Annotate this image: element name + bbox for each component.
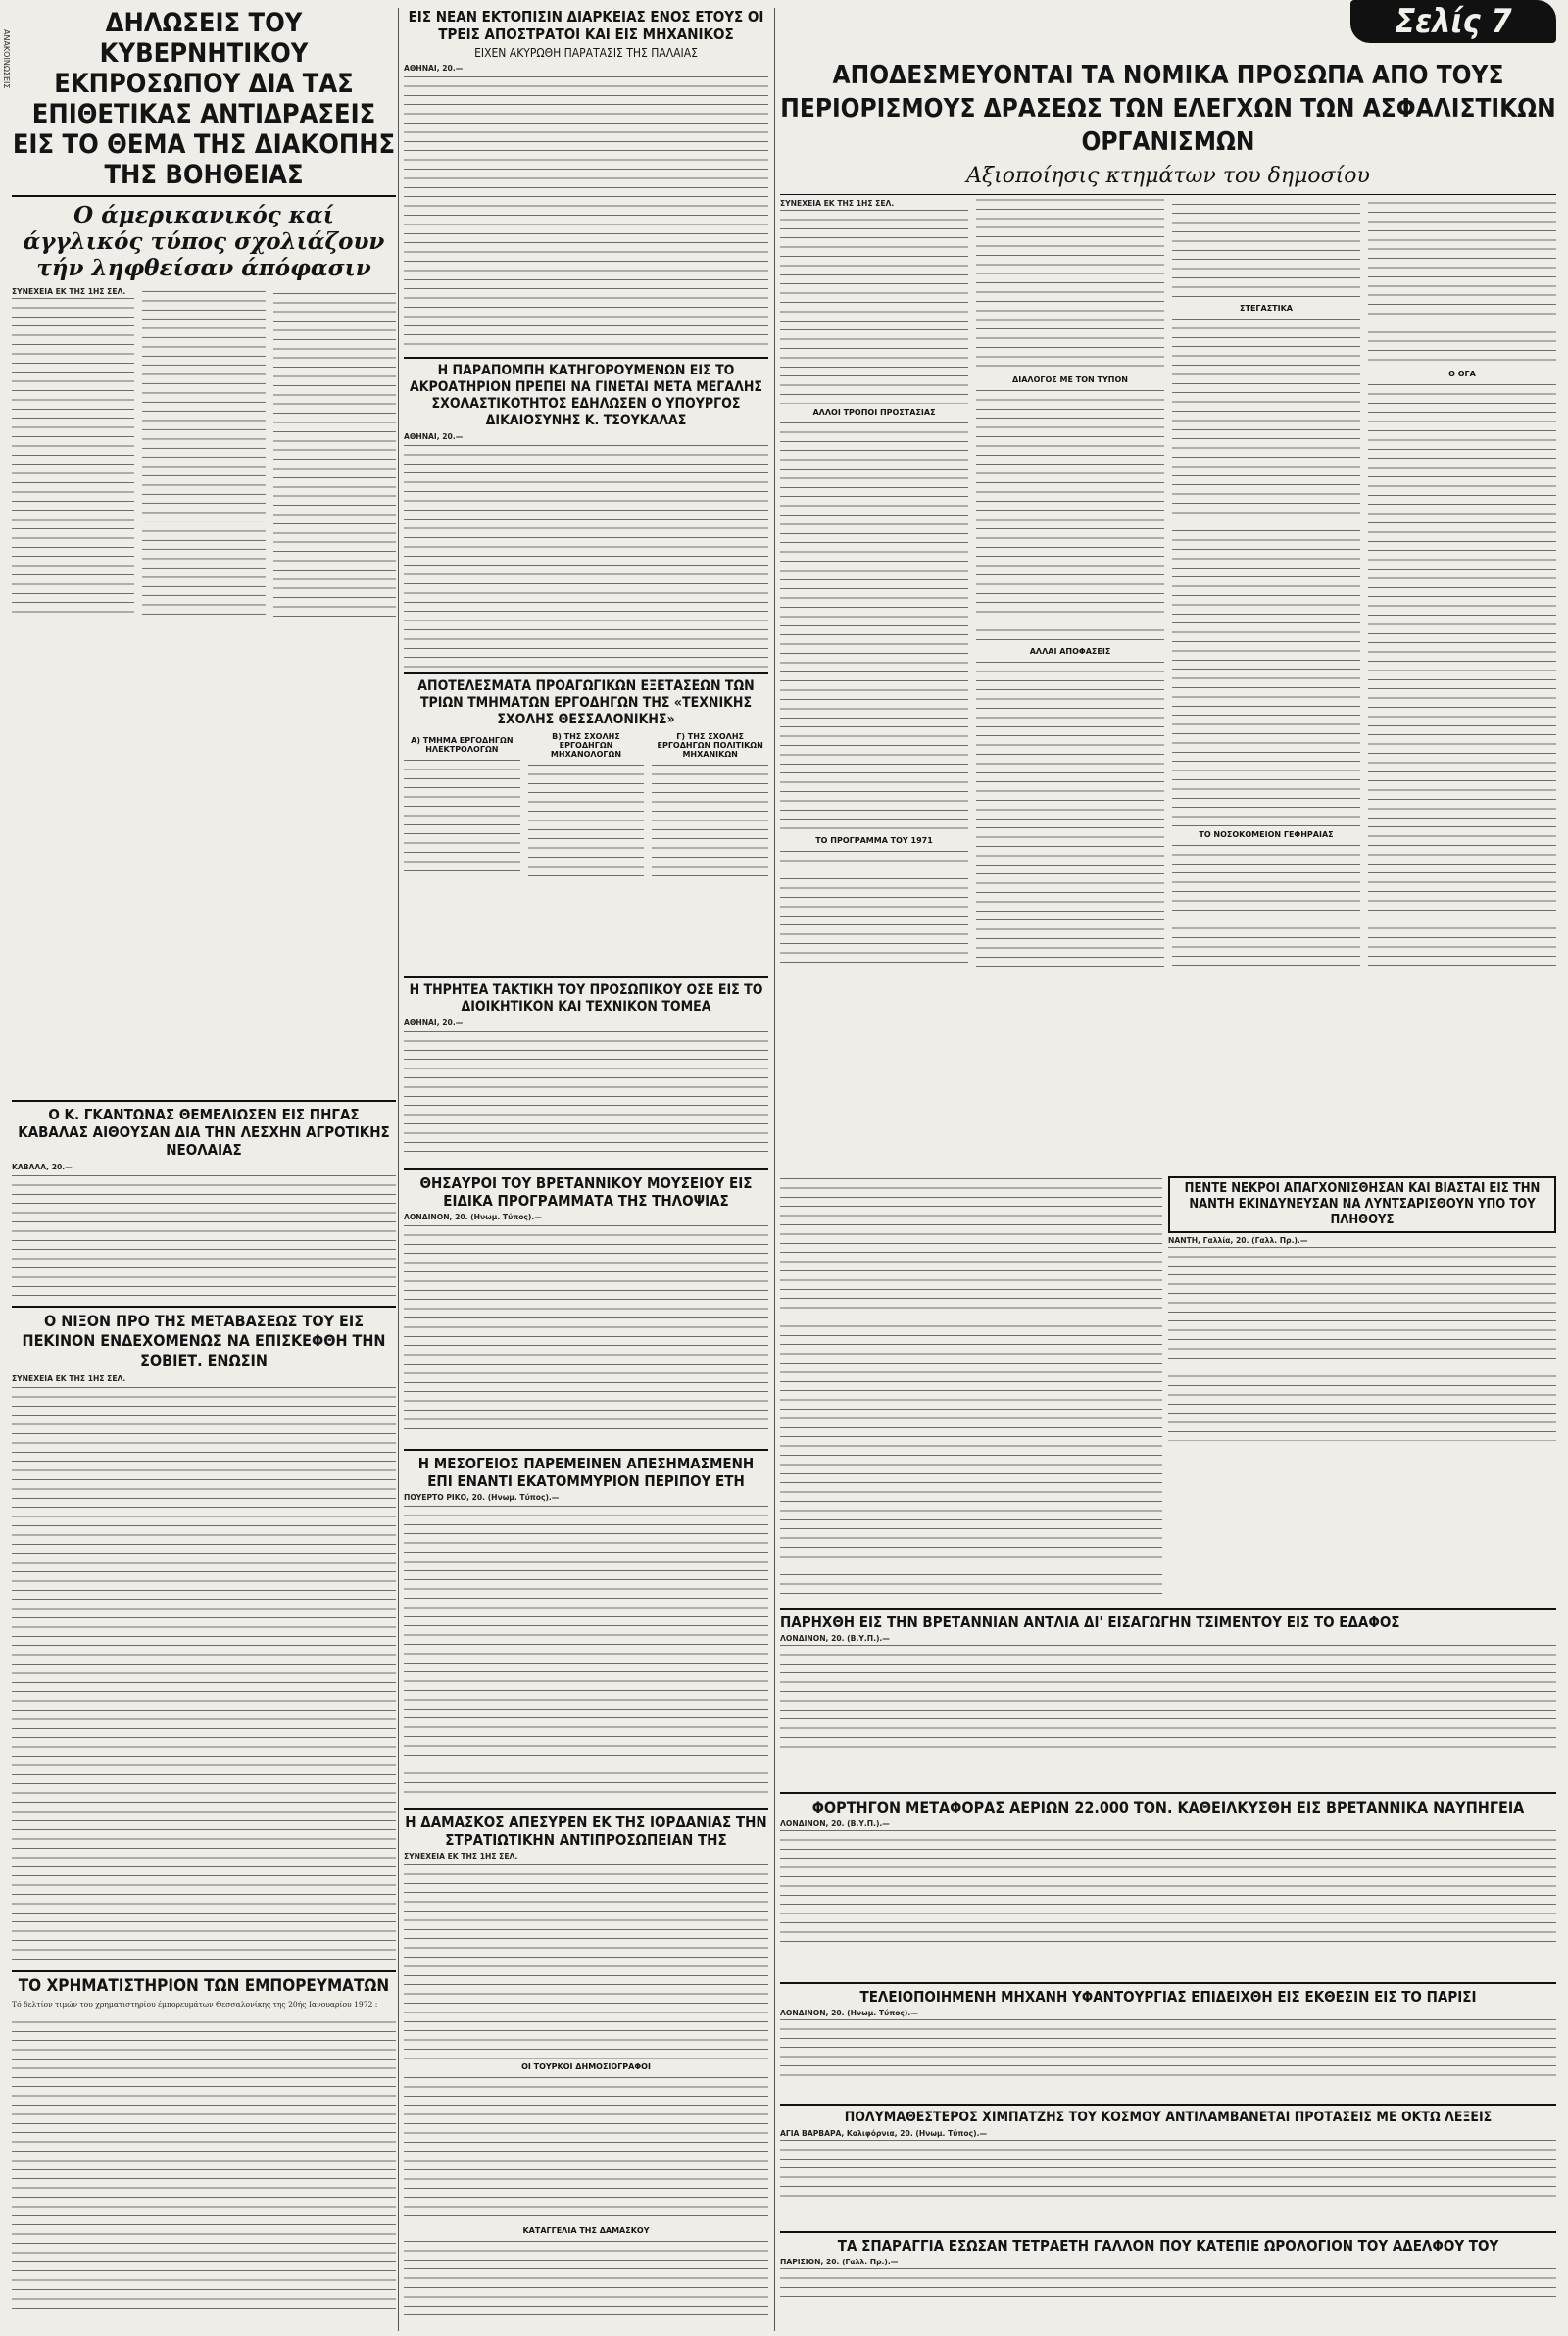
article-cement-pump xyxy=(780,1614,1556,1788)
body-text xyxy=(780,2266,1556,2302)
right-lower-stack xyxy=(1168,1176,1556,1647)
lead-in: ΣΥΝΕΧΕΙΑ ΕΚ ΤΗΣ 1ΗΣ ΣΕΛ. xyxy=(404,1852,518,1861)
subheadline: Αξιοποίησις κτημάτων του δημοσίου xyxy=(966,164,1370,188)
headline: ΤΕΛΕΙΟΠΟΙΗΜΕΝΗ ΜΗΧΑΝΗ ΥΦΑΝΤΟΥΡΓΙΑΣ ΕΠΙΔΕΙΧΘΗ ΕΙΣ ΕΚΘΕΣΙΝ ΕΙΣ ΤΟ ΠΑΡΙΣΙ xyxy=(859,1988,1477,2006)
divider xyxy=(780,1608,1556,1610)
headline: ΤΑ ΣΠΑΡΑΓΓΙΑ ΕΣΩΣΑΝ ΤΕΤΡΑΕΤΗ ΓΑΛΛΟΝ ΠΟΥ ΚΑΤΕΠΙΕ ΩΡΟΛΟΓΙΟΝ ΤΟΥ ΑΔΕΛΦΟΥ ΤΟΥ xyxy=(837,2237,1499,2255)
section-heading: Ο ΟΓΑ xyxy=(1448,370,1476,379)
body-text xyxy=(404,2239,768,2317)
subheadline: ΕΙΧΕΝ ΑΚΥΡΩΘΗ ΠΑΡΑΤΑΣΙΣ ΤΗΣ ΠΑΛΑΙΑΣ xyxy=(474,46,698,60)
headline: Ο ΝΙΞΟΝ ΠΡΟ ΤΗΣ ΜΕΤΑΒΑΣΕΩΣ ΤΟΥ ΕΙΣ ΠΕΚΙΝΟΝ ΕΝΔΕΧΟΜΕΝΩΣ ΝΑ ΕΠΙΣΚΕΦΘΗ ΤΗΝ ΣΟΒΙΕΤ. ΕΝΩΣΙΝ xyxy=(22,1312,386,1369)
section-heading: ΑΛΛΑΙ ΑΠΟΦΑΣΕΙΣ xyxy=(1029,647,1111,657)
body-text xyxy=(404,2075,768,2222)
headline: Ο Κ. ΓΚΑΝΤΩΝΑΣ ΘΕΜΕΛΙΩΣΕΝ ΕΙΣ ΠΗΓΑΣ ΚΑΒΑΛΑΣ ΑΙΘΟΥΣΑΝ ΔΙΑ ΤΗΝ ΛΕΣΧΗΝ ΑΓΡΟΤΙΚΗΣ ΝΕΟΛΑΙΑΣ xyxy=(18,1106,390,1159)
body-text xyxy=(652,763,768,880)
headline: Η ΤΗΡΗΤΕΑ ΤΑΚΤΙΚΗ ΤΟΥ ΠΡΟΣΩΠΙΚΟΥ ΟΣΕ ΕΙΣ ΤΟ ΔΙΟΙΚΗΤΙΚΟΝ ΚΑΙ ΤΕΧΝΙΚΟΝ ΤΟΜΕΑ xyxy=(409,982,763,1015)
article-legal-entities xyxy=(780,59,1556,1167)
section-heading: ΣΤΕΓΑΣΤΙΚΑ xyxy=(1240,304,1293,314)
body-text xyxy=(404,758,520,875)
lead-in: ΛΟΝΔΙΝΟΝ, 20. (Ηνωμ. Τύπος).— xyxy=(780,2009,918,2017)
right-lower-left xyxy=(780,1176,1162,1598)
article-weaving-machine xyxy=(780,1988,1556,2100)
divider xyxy=(780,194,1556,195)
divider xyxy=(12,1970,396,1972)
body-text xyxy=(1368,382,1556,970)
article-ose-staff xyxy=(404,982,768,1165)
article-asparagus xyxy=(780,2237,1556,2331)
article-nantes xyxy=(1168,1176,1556,1233)
divider xyxy=(12,1306,396,1308)
lead-in: ΣΥΝΕΧΕΙΑ ΕΚ ΤΗΣ 1ΗΣ ΣΕΛ. xyxy=(780,199,895,208)
lead-in: ΛΟΝΔΙΝΟΝ, 20. (Β.Υ.Π.).— xyxy=(780,1634,890,1643)
article-exam-results xyxy=(404,678,768,972)
body-text xyxy=(404,1223,768,1434)
column-divider xyxy=(774,8,775,2331)
lead-in: Τό δελτίον τιμών του χρηματιστηρίου έμπορευμάτων Θεσσαλονίκης της 20ής Ιανουαρίου 1972 : xyxy=(12,2000,378,2009)
article-nixon xyxy=(12,1312,396,1966)
body-text xyxy=(780,1176,1162,1598)
column-left xyxy=(12,0,396,2336)
body-text xyxy=(780,2138,1556,2197)
body-text xyxy=(404,1029,768,1157)
article-justice-minister xyxy=(404,363,768,669)
section-heading: Β) ΤΗΣ ΣΧΟΛΗΣ ΕΡΓΟΔΗΓΩΝ ΜΗΧΑΝΟΛΟΓΩΝ xyxy=(550,732,622,759)
divider xyxy=(780,2104,1556,2106)
subheadline: Ο άμερικανικός καί άγγλικός τύπος σχολιάζουν τήν ληφθείσαν άπόφασιν xyxy=(23,202,385,281)
divider xyxy=(404,1449,768,1451)
lead-in: ΑΘΗΝΑΙ, 20.— xyxy=(404,64,464,73)
body-text xyxy=(780,2017,1556,2076)
headline: Η ΜΕΣΟΓΕΙΟΣ ΠΑΡΕΜΕΙΝΕΝ ΑΠΕΣΗΜΑΣΜΕΝΗ ΕΠΙ ΕΝΑΝΤΙ ΕΚΑΤΟΜΜΥΡΙΟΝ ΠΕΡΙΠΟΥ ΕΤΗ xyxy=(417,1455,755,1490)
price-list xyxy=(12,2011,396,2314)
article-gkantonas xyxy=(12,1106,396,1302)
headline: ΠΟΛΥΜΑΘΕΣΤΕΡΟΣ ΧΙΜΠΑΤΖΗΣ ΤΟΥ ΚΟΣΜΟΥ ΑΝΤΙΛΑΜΒΑΝΕΤΑΙ ΠΡΟΤΑΣΕΙΣ ΜΕ ΟΚΤΩ ΛΕΞΕΙΣ xyxy=(844,2110,1493,2125)
divider xyxy=(404,976,768,978)
headline: Η ΠΑΡΑΠΟΜΠΗ ΚΑΤΗΓΟΡΟΥΜΕΝΩΝ ΕΙΣ ΤΟ ΑΚΡΟΑΤΗΡΙΟΝ ΠΡΕΠΕΙ ΝΑ ΓΙΝΕΤΑΙ ΜΕΤΑ ΜΕΓΑΛΗΣ ΣΧΟΛΑΣΤΙΚΟΤΗΤΟΣ ΕΔΗΛΩΣΕΝ Ο ΥΠΟΥΡΓΟΣ ΔΙΚΑΙΟΣΥΝΗΣ Κ. ΤΣΟΥΚΑΛΑΣ xyxy=(409,363,763,428)
divider xyxy=(404,1808,768,1810)
headline: ΕΙΣ ΝΕΑΝ ΕΚΤΟΠΙΣΙΝ ΔΙΑΡΚΕΙΑΣ ΕΝΟΣ ΕΤΟΥΣ ΟΙ ΤΡΕΙΣ ΑΠΟΣΤΡΑΤΟΙ ΚΑΙ ΕΙΣ ΜΗΧΑΝΙΚΟΣ xyxy=(408,8,764,43)
body-text xyxy=(976,388,1164,643)
headline: ΦΟΡΤΗΓΟΝ ΜΕΤΑΦΟΡΑΣ ΑΕΡΙΩΝ 22.000 ΤΟΝ. ΚΑΘΕΙΛΚΥΣΘΗ ΕΙΣ ΒΡΕΤΑΝΝΙΚΑ ΝΑΥΠΗΓΕΙΑ xyxy=(811,1798,1525,1816)
section-heading: Γ) ΤΗΣ ΣΧΟΛΗΣ ΕΡΓΟΔΗΓΩΝ ΠΟΛΙΤΙΚΩΝ ΜΗΧΑΝΙΚΩΝ xyxy=(657,732,763,759)
lead-in: ΣΥΝΕΧΕΙΑ ΕΚ ΤΗΣ 1ΗΣ ΣΕΛ. xyxy=(12,287,126,296)
body-text xyxy=(780,1643,1556,1751)
article-exile xyxy=(404,8,768,353)
headline: Η ΔΑΜΑΣΚΟΣ ΑΠΕΣΥΡΕΝ ΕΚ ΤΗΣ ΙΟΡΔΑΝΙΑΣ ΤΗΝ ΣΤΡΑΤΙΩΤΙΚΗΝ ΑΝΤΙΠΡΟΣΩΠΕΙΑΝ ΤΗΣ xyxy=(405,1814,767,1849)
lead-in: ΑΘΗΝΑΙ, 20.— xyxy=(404,432,464,441)
body-text xyxy=(404,1504,768,1793)
divider xyxy=(780,1792,1556,1794)
body-text xyxy=(404,1863,768,2059)
lead-in: ΣΥΝΕΧΕΙΑ ΕΚ ΤΗΣ 1ΗΣ ΣΕΛ. xyxy=(12,1374,126,1383)
column-right xyxy=(780,0,1556,2336)
headline: ΤΟ ΧΡΗΜΑΤΙΣΤΗΡΙΟΝ ΤΩΝ ΕΜΠΟΡΕΥΜΑΤΩΝ xyxy=(18,1976,390,1996)
article-government-spokesman xyxy=(12,8,396,1098)
lead-in: ΛΟΝΔΙΝΟΝ, 20. (Β.Υ.Π.).— xyxy=(780,1819,890,1828)
section-heading: ΤΟ ΝΟΣΟΚΟΜΕΙΟΝ ΓΕΦΗΡΑΙΑΣ xyxy=(1199,830,1334,840)
divider xyxy=(12,195,396,197)
headline: ΠΑΡΗΧΘΗ ΕΙΣ ΤΗΝ ΒΡΕΤΑΝΝΙΑΝ ΑΝΤΛΙΑ ΔΙ' ΕΙΣΑΓΩΓΗΝ ΤΣΙΜΕΝΤΟΥ ΕΙΣ ΤΟ ΕΔΑΦΟΣ xyxy=(780,1614,1400,1631)
column-divider xyxy=(398,8,399,2331)
section-heading: Α) ΤΜΗΜΑ ΕΡΓΟΔΗΓΩΝ ΗΛΕΚΤΡΟΛΟΓΩΝ xyxy=(411,736,514,754)
section-heading: ΔΙΑΛΟΓΟΣ ΜΕ ΤΟΝ ΤΥΠΟΝ xyxy=(1012,375,1128,385)
body-text xyxy=(1172,317,1360,826)
headline: ΔΗΛΩΣΕΙΣ ΤΟΥ ΚΥΒΕΡΝΗΤΙΚΟΥ ΕΚΠΡΟΣΩΠΟΥ ΔΙΑ ΤΑΣ ΕΠΙΘΕΤΙΚΑΣ ΑΝΤΙΔΡΑΣΕΙΣ ΕΙΣ ΤΟ ΘΕΜΑ ΤΗΣ ΔΙΑΚΟΠΗΣ ΤΗΣ ΒΟΗΘΕΙΑΣ xyxy=(12,8,396,190)
section-heading: ΤΟ ΠΡΟΓΡΑΜΜΑ ΤΟΥ 1971 xyxy=(815,836,933,846)
body-text xyxy=(12,1385,396,1966)
lead-in: ΠΟΥΕΡΤΟ ΡΙΚΟ, 20. (Ηνωμ. Τύπος).— xyxy=(404,1493,560,1502)
headline: ΠΕΝΤΕ ΝΕΚΡΟΙ ΑΠΑΓΧΟΝΙΣΘΗΣΑΝ ΚΑΙ ΒΙΑΣΤΑΙ ΕΙΣ ΤΗΝ ΝΑΝΤΗ ΕΚΙΝΔΥΝΕΥΣΑΝ ΝΑ ΛΥΝΤΣΑΡΙΣΘΟΥΝ ΥΠΟ ΤΟΥ ΠΛΗΘΟΥΣ xyxy=(1184,1181,1541,1227)
article-british-museum xyxy=(404,1174,768,1445)
headline: ΑΠΟΤΕΛΕΣΜΑΤΑ ΠΡΟΑΓΩΓΙΚΩΝ ΕΞΕΤΑΣΕΩΝ ΤΩΝ ΤΡΙΩΝ ΤΜΗΜΑΤΩΝ ΕΡΓΟΔΗΓΩΝ ΤΗΣ «ΤΕΧΝΙΚΗΣ ΣΧΟΛΗΣ ΘΕΣΣΑΛΟΝΙΚΗΣ» xyxy=(417,678,755,727)
article-gas-carrier xyxy=(780,1798,1556,1978)
margin-mark: ΑΝΑΚΟΙΝΩΣΕΙΣ xyxy=(2,29,11,89)
headline: ΘΗΣΑΥΡΟΙ ΤΟΥ ΒΡΕΤΑΝΝΙΚΟΥ ΜΟΥΣΕΙΟΥ ΕΙΣ ΕΙΔΙΚΑ ΠΡΟΓΡΑΜΜΑΤΑ ΤΗΣ ΤΗΛΟΨΙΑΣ xyxy=(419,1174,753,1210)
divider xyxy=(404,357,768,359)
body-text xyxy=(780,421,968,832)
lead-in: ΑΘΗΝΑΙ, 20.— xyxy=(404,1019,464,1027)
body-text xyxy=(12,1173,396,1302)
divider xyxy=(404,672,768,674)
article-commodity-exchange xyxy=(12,1976,396,2329)
body-text xyxy=(528,763,645,880)
section-heading: ΚΑΤΑΓΓΕΛΙΑ ΤΗΣ ΔΑΜΑΣΚΟΥ xyxy=(522,2226,650,2236)
divider xyxy=(780,2231,1556,2233)
lead-in: ΑΓΙΑ ΒΑΡΒΑΡΑ, Καλιφόρνια, 20. (Ηνωμ. Τύπος).— xyxy=(780,2129,988,2138)
article-damascus xyxy=(404,1814,768,2331)
body-text xyxy=(404,443,768,669)
headline: ΑΠΟΔΕΣΜΕΥΟΝΤΑΙ ΤΑ ΝΟΜΙΚΑ ΠΡΟΣΩΠΑ ΑΠΟ ΤΟΥΣ ΠΕΡΙΟΡΙΣΜΟΥΣ ΔΡΑΣΕΩΣ ΤΩΝ ΕΛΕΓΧΩΝ ΤΩΝ ΑΣΦΑΛΙΣΤΙΚΩΝ ΟΡΓΑΝΙΣΜΩΝ xyxy=(780,61,1556,157)
body-text xyxy=(404,75,768,349)
section-heading: ΟΙ ΤΟΥΡΚΟΙ ΔΗΜΟΣΙΟΓΡΑΦΟΙ xyxy=(521,2063,651,2072)
body-text xyxy=(12,287,396,617)
lead-in: ΚΑΒΑΛΑ, 20.— xyxy=(12,1163,73,1171)
section-heading: ΑΛΛΟΙ ΤΡΟΠΟΙ ΠΡΟΣΤΑΣΙΑΣ xyxy=(812,408,936,418)
column-middle xyxy=(404,0,768,2336)
divider xyxy=(12,1100,396,1102)
lead-in: ΝΑΝΤΗ, Γαλλία, 20. (Γαλλ. Πρ.).— xyxy=(1168,1236,1308,1245)
lead-in: ΛΟΝΔΙΝΟΝ, 20. (Ηνωμ. Τύπος).— xyxy=(404,1213,542,1221)
article-chimpanzee xyxy=(780,2110,1556,2227)
lead-in: ΠΑΡΙΣΙΟΝ, 20. (Γαλλ. Πρ.).— xyxy=(780,2258,899,2266)
article-mediterranean xyxy=(404,1455,768,1804)
divider xyxy=(780,1982,1556,1984)
body-text xyxy=(780,208,968,404)
divider xyxy=(404,1168,768,1170)
body-text xyxy=(1168,1245,1556,1441)
page-number-badge: Σελίς 7 xyxy=(1350,0,1556,43)
body-text xyxy=(780,1828,1556,1946)
